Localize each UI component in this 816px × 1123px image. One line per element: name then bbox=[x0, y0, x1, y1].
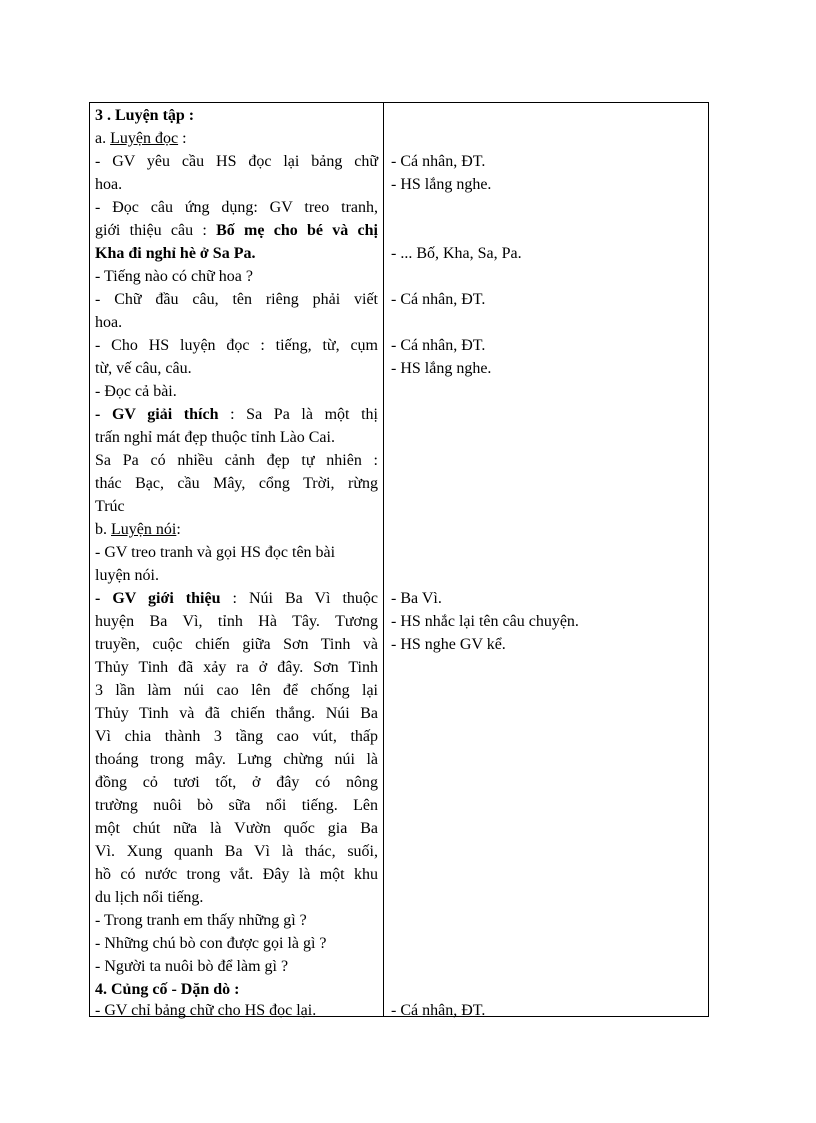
text-line: Sa Pa có nhiều cảnh đẹp tự nhiên : bbox=[95, 452, 378, 469]
text-line: - Cho HS luyện đọc : tiếng, từ, cụm bbox=[95, 337, 378, 354]
text-line: Vì chia thành 3 tầng cao vút, thấp bbox=[95, 728, 378, 745]
text-line: một chút nữa là Vườn quốc gia Ba bbox=[95, 820, 378, 837]
part-a-heading bbox=[95, 127, 187, 150]
text-line: huyện Ba Vì, tỉnh Hà Tây. Tương bbox=[95, 613, 378, 630]
part-b-prefix: b. bbox=[95, 521, 111, 538]
text-line: Vì. Xung quanh Ba Vì là thác, suối, bbox=[95, 843, 378, 860]
part-a-prefix: a. bbox=[95, 130, 111, 147]
part-b-title: Luyện nói bbox=[111, 521, 177, 538]
text-line: luyện nói. bbox=[95, 567, 159, 584]
text-line: - Chữ đầu câu, tên riêng phải viết bbox=[95, 291, 378, 308]
part-a-title: Luyện đọc bbox=[110, 130, 179, 147]
text-line: thác Bạc, cầu Mây, cổng Trời, rừng bbox=[95, 475, 378, 492]
question-1: - Trong tranh em thấy những gì ? bbox=[95, 912, 307, 929]
text-line: - Đọc cả bài. bbox=[95, 383, 177, 400]
text-line: Thủy Tinh và đã chiến thắng. Núi Ba bbox=[95, 705, 378, 722]
text-line: - GV treo tranh và gọi HS đọc tên bài bbox=[95, 544, 336, 561]
text-line: hoa. bbox=[95, 176, 123, 193]
student-response: - HS nhắc lại tên câu chuyện. bbox=[391, 613, 579, 630]
text-line: - Tiếng nào có chữ hoa ? bbox=[95, 268, 253, 285]
text-line: Trúc bbox=[95, 498, 125, 515]
text-line: thoáng trong mây. Lưng chừng núi là bbox=[95, 751, 378, 768]
question-2: - Những chú bò con được gọi là gì ? bbox=[95, 935, 327, 952]
student-response: - Cá nhân, ĐT. bbox=[391, 291, 486, 308]
text-line: hoa. bbox=[95, 314, 123, 331]
question-3: - Người ta nuôi bò để làm gì ? bbox=[95, 958, 289, 975]
intro-text: : Núi Ba Vì thuộc bbox=[220, 590, 378, 607]
student-response: - Cá nhân, ĐT. bbox=[391, 153, 486, 170]
text-line: đồng cỏ tươi tốt, ở đây có nông bbox=[95, 774, 378, 791]
part-a-suffix: : bbox=[178, 130, 187, 147]
sentence-intro-label: giới thiệu câu : bbox=[95, 222, 217, 239]
text-line bbox=[95, 219, 378, 242]
section-3-heading: 3 . Luyện tập : bbox=[95, 107, 195, 124]
section-4-heading: 4. Củng cố - Dặn dò : bbox=[95, 981, 240, 998]
part-b-heading bbox=[95, 518, 181, 541]
lesson-table bbox=[89, 102, 709, 1017]
text-line: trường nuôi bò sữa nổi tiếng. Lên bbox=[95, 797, 378, 814]
part-b-suffix: : bbox=[176, 521, 181, 538]
text-line: từ, vế câu, câu. bbox=[95, 360, 192, 377]
text-line: truyền, cuộc chiến giữa Sơn Tinh và bbox=[95, 636, 378, 653]
student-response: - Ba Vì. bbox=[391, 590, 442, 607]
sample-sentence-end: Kha đi nghỉ hè ở Sa Pa. bbox=[95, 245, 256, 262]
explain-text: : Sa Pa là một thị bbox=[218, 406, 378, 423]
student-response: - HS lắng nghe. bbox=[391, 360, 492, 377]
column-divider bbox=[383, 103, 384, 1016]
text-line: Thủy Tinh đã xảy ra ở đây. Sơn Tinh bbox=[95, 659, 378, 676]
student-response: - Cá nhân, ĐT. bbox=[391, 337, 486, 354]
student-response: - ... Bố, Kha, Sa, Pa. bbox=[391, 245, 522, 262]
explain-label: - GV giải thích bbox=[95, 406, 219, 423]
student-response: - HS nghe GV kể. bbox=[391, 636, 506, 653]
text-line: - GV chỉ bảng chữ cho HS đọc lại. bbox=[95, 1002, 317, 1019]
text-line: - Đọc câu ứng dụng: GV treo tranh, bbox=[95, 199, 378, 216]
student-response: - Cá nhân, ĐT. bbox=[391, 1002, 486, 1019]
text-line: du lịch nổi tiếng. bbox=[95, 889, 204, 906]
text-line: - GV yêu cầu HS đọc lại bảng chữ bbox=[95, 153, 378, 170]
text-line: hồ có nước trong vắt. Đây là một khu bbox=[95, 866, 378, 883]
student-response: - HS lắng nghe. bbox=[391, 176, 492, 193]
text-line: trấn nghỉ mát đẹp thuộc tỉnh Lào Cai. bbox=[95, 429, 335, 446]
text-line: 3 lần làm núi cao lên để chống lại bbox=[95, 682, 378, 699]
text-line bbox=[95, 403, 378, 426]
sample-sentence: Bố mẹ cho bé và chị bbox=[216, 222, 379, 239]
intro-label: - GV giới thiệu bbox=[95, 590, 221, 607]
text-line bbox=[95, 587, 378, 610]
